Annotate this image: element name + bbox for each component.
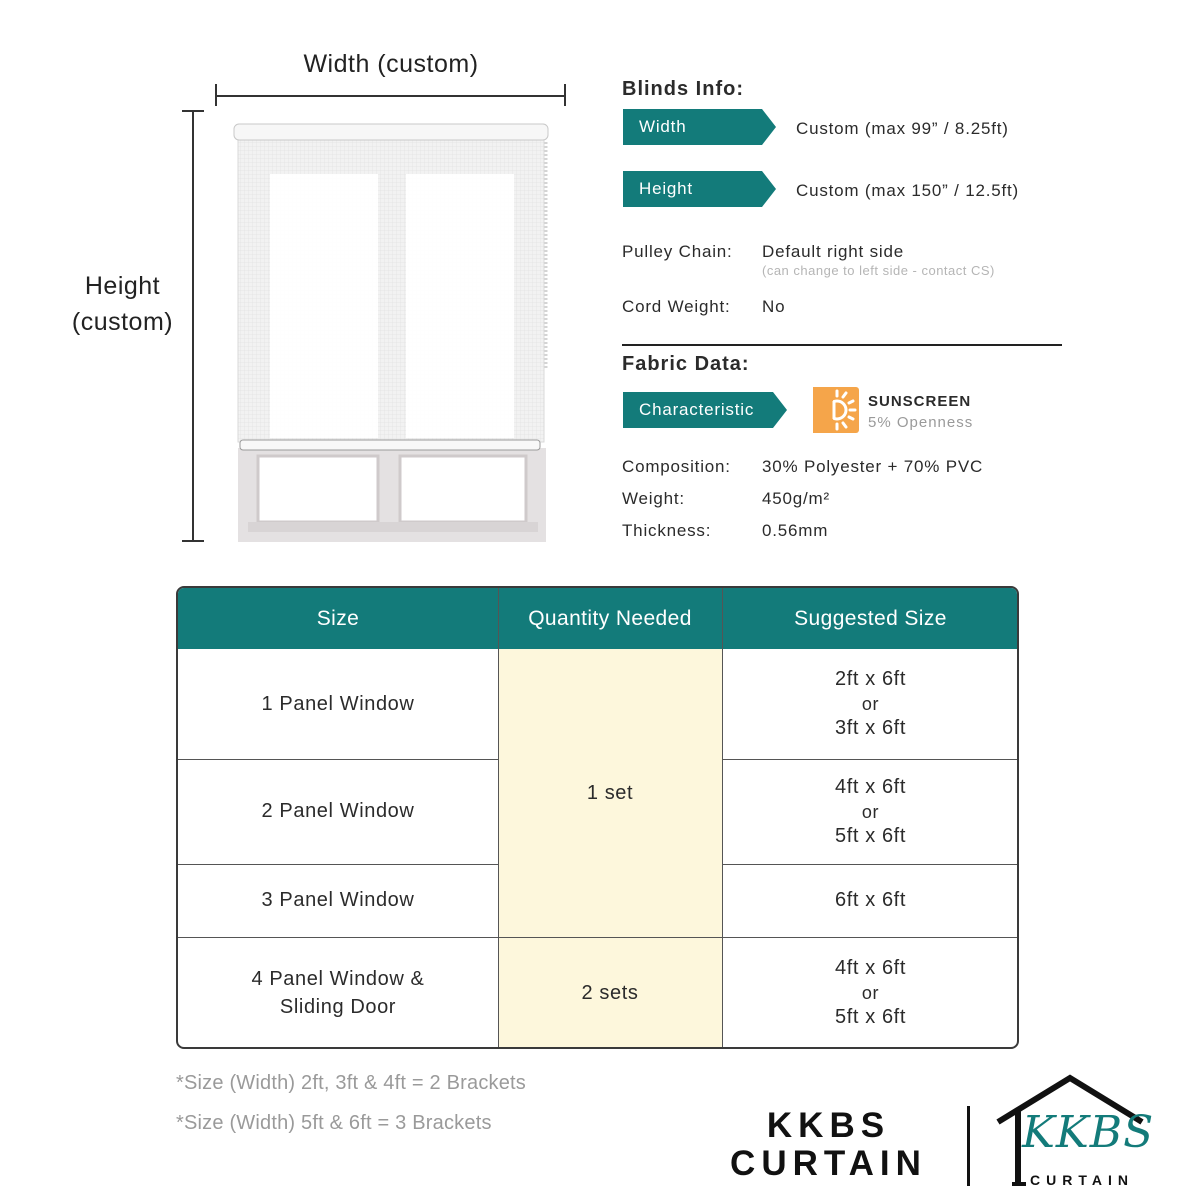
table-row-divider: [722, 759, 1019, 760]
thickness-label: Thickness:: [622, 521, 712, 540]
width-dimension-line: [216, 95, 566, 97]
table-row-divider: [722, 864, 1019, 865]
width-dimension-tick-left: [215, 84, 217, 106]
suggested-option: 2ft x 6ft: [835, 668, 906, 690]
width-dimension-label: Width (custom): [303, 50, 479, 78]
width-tag: Width: [623, 109, 762, 145]
suggested-or: or: [861, 983, 880, 1003]
pulley-chain-value: Default right side: [762, 242, 904, 261]
bracket-footnote-1: *Size (Width) 2ft, 3ft & 4ft = 2 Brackets: [176, 1072, 526, 1094]
height-label-line2: (custom): [71, 308, 174, 336]
size-line: 4 Panel Window &: [251, 968, 425, 990]
size-cell-2-panel: 2 Panel Window: [261, 800, 415, 822]
sunscreen-icon: [813, 387, 859, 433]
suggested-cell-4-panel: [722, 937, 1019, 1049]
suggested-option: 4ft x 6ft: [835, 957, 906, 979]
table-column-divider: [722, 588, 723, 1049]
table-row-divider: [178, 937, 1019, 938]
blinds-info-title: Blinds Info:: [622, 78, 744, 100]
suggested-cell-2-panel: [722, 759, 1019, 864]
size-cell-4-panel: [178, 937, 498, 1049]
width-value: Custom (max 99” / 8.25ft): [796, 119, 1009, 138]
thickness-value: 0.56mm: [762, 521, 829, 540]
table-header-size: Size: [178, 588, 498, 649]
suggested-or: or: [861, 801, 880, 822]
width-dimension-tick-right: [564, 84, 566, 106]
pulley-chain-note: (can change to left side - contact CS): [762, 263, 995, 278]
height-dimension-tick-top: [182, 110, 204, 112]
brand-name-line1: KKBS: [766, 1106, 891, 1145]
size-cell-1-panel: 1 Panel Window: [261, 692, 415, 715]
sunscreen-title: SUNSCREEN: [868, 393, 972, 410]
suggested-cell-1-panel: [722, 649, 1019, 759]
fabric-data-title: Fabric Data:: [622, 353, 750, 375]
brand-name-line2: CURTAIN: [730, 1144, 927, 1183]
pulley-chain-label: Pulley Chain:: [622, 242, 733, 261]
suggested-option: 5ft x 6ft: [835, 824, 906, 847]
brand-separator: [967, 1106, 970, 1186]
weight-value: 450g/m²: [762, 489, 830, 508]
table-row-divider: [178, 759, 498, 760]
table-header-suggested: Suggested Size: [722, 588, 1019, 649]
height-value: Custom (max 150” / 12.5ft): [796, 181, 1019, 200]
suggested-option: 5ft x 6ft: [835, 1006, 906, 1028]
roller-blind-illustration: [228, 118, 558, 548]
size-guide-table: [176, 586, 1019, 1049]
suggested-cell-3-panel: 6ft x 6ft: [835, 889, 906, 911]
table-header-quantity: Quantity Needed: [498, 588, 722, 649]
cord-weight-value: No: [762, 297, 786, 316]
quantity-cell-1-set: 1 set: [498, 649, 722, 937]
suggested-option: 4ft x 6ft: [835, 775, 906, 798]
composition-label: Composition:: [622, 457, 731, 476]
composition-value: 30% Polyester + 70% PVC: [762, 457, 984, 476]
suggested-option: 3ft x 6ft: [835, 717, 906, 739]
table-row-divider: [178, 864, 498, 865]
size-cell-3-panel: 3 Panel Window: [261, 889, 415, 911]
section-divider: [622, 344, 1062, 346]
height-dimension-tick-bottom: [182, 540, 204, 542]
size-line: Sliding Door: [279, 996, 397, 1018]
sunscreen-openness: 5% Openness: [868, 414, 974, 431]
cord-weight-label: Cord Weight:: [622, 297, 731, 316]
bracket-footnote-2: *Size (Width) 5ft & 6ft = 3 Brackets: [176, 1112, 492, 1134]
logo-subtext: CURTAIN: [1030, 1172, 1134, 1188]
height-label-line1: Height: [84, 272, 161, 300]
weight-label: Weight:: [622, 489, 685, 508]
height-dimension-label: [50, 268, 195, 340]
height-tag: Height: [623, 171, 762, 207]
logo-script-text: KKBS: [1022, 1107, 1155, 1158]
characteristic-tag: Characteristic: [623, 392, 773, 428]
quantity-cell-2-sets: 2 sets: [498, 937, 722, 1049]
suggested-or: or: [861, 694, 880, 714]
table-column-divider: [498, 588, 499, 1049]
